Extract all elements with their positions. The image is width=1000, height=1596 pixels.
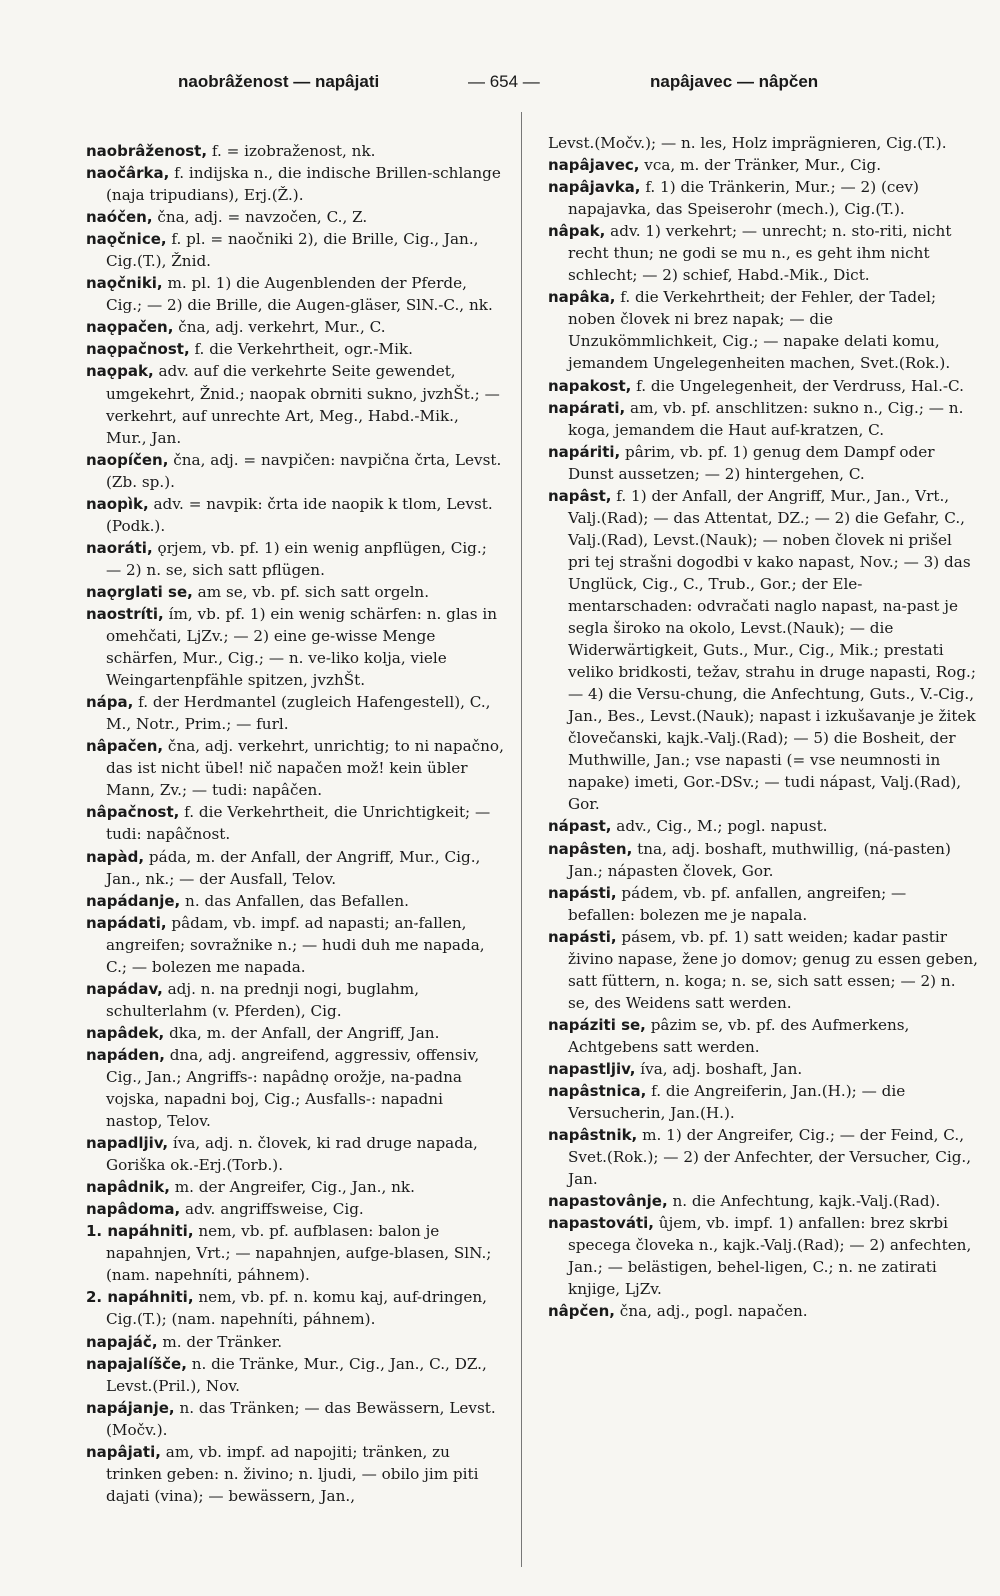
entry-definition: čna, adj. = navpičen: navpična črta, Levst.(Zb. sp.). bbox=[106, 450, 502, 491]
dictionary-entry bbox=[86, 1132, 504, 1176]
entry-headword: napáriti, bbox=[548, 442, 621, 461]
dictionary-entry bbox=[86, 735, 504, 801]
entry-definition: ǫrjem, vb. pf. 1) ein wenig anpflügen, Cig.; — 2) n. se, sich satt pflügen. bbox=[106, 538, 487, 579]
entry-headword: napàd, bbox=[86, 847, 145, 866]
entry-definition: am, vb. pf. anschlitzen: sukno n., Cig.; — n. koga, jemandem die Haut auf-kratzen, C. bbox=[568, 398, 964, 439]
dictionary-entry bbox=[548, 375, 978, 397]
dictionary-entry bbox=[86, 912, 504, 978]
dictionary-entry bbox=[86, 228, 504, 272]
dictionary-entry bbox=[86, 603, 504, 691]
entry-headword: naǫpačen, bbox=[86, 318, 174, 337]
entry-headword: napastováti, bbox=[548, 1214, 654, 1233]
entry-definition: f. pl. = naočniki 2), die Brille, Cig., Jan., Cig.(T.), Žnid. bbox=[106, 230, 479, 271]
dictionary-entry bbox=[86, 1220, 504, 1286]
dictionary-entry bbox=[86, 801, 504, 845]
entry-definition: íva, adj. n. človek, ki rad druge napada, Goriška ok.-Erj.(Torb.). bbox=[106, 1134, 478, 1175]
entry-definition: m. 1) der Angreifer, Cig.; — der Feind, C., Svet.(Rok.); — 2) der Anfechter, der Versucher, Cig., Jan. bbox=[568, 1126, 972, 1189]
entry-definition: ím, vb. pf. 1) ein wenig schärfen: n. glas in omehčati, LjZv.; — 2) eine ge-wisse Menge schärfen, Mur., Cig.; — n. ve-liko kolja, viele Weingartenpfähle spitzen, jvzhŠt. bbox=[106, 604, 498, 690]
entry-definition: adj. n. na prednji nogi, buglahm, schulterlahm (v. Pferden), Cig. bbox=[106, 979, 420, 1020]
entry-definition: f. 1) die Tränkerin, Mur.; — 2) (cev) napajavka, das Speiserohr (mech.), Cig.(T.). bbox=[568, 178, 919, 219]
dictionary-entry bbox=[548, 815, 978, 837]
entry-headword: napâjavka, bbox=[548, 178, 641, 197]
entry-headword: napásti, bbox=[548, 883, 617, 902]
entry-headword: napâjavec, bbox=[548, 156, 640, 175]
entry-definition: nem, vb. pf. aufblasen: balon je napahnjen, Vrt.; — napahnjen, aufge-blasen, SlN.; (nam. napehníti, páhnem). bbox=[106, 1222, 492, 1285]
left-column bbox=[86, 140, 504, 1507]
dictionary-entry bbox=[86, 360, 504, 448]
dictionary-entry bbox=[86, 890, 504, 912]
dictionary-entry bbox=[548, 838, 978, 882]
entry-headword: napastovânje, bbox=[548, 1192, 668, 1211]
dictionary-entry bbox=[86, 1044, 504, 1132]
entry-headword: napâjati, bbox=[86, 1442, 161, 1461]
entry-headword: nápa, bbox=[86, 693, 134, 712]
dictionary-entry bbox=[548, 1300, 978, 1322]
entry-definition: dka, m. der Anfall, der Angriff, Jan. bbox=[164, 1023, 440, 1042]
entry-headword: naǫčnice, bbox=[86, 230, 167, 249]
entry-headword: napâstnica, bbox=[548, 1082, 647, 1101]
entry-definition: f. die Angreiferin, Jan.(H.); — die Versucherin, Jan.(H.). bbox=[568, 1082, 906, 1123]
entry-definition: am se, vb. pf. sich satt orgeln. bbox=[192, 582, 430, 601]
entry-headword: napárati, bbox=[548, 398, 626, 417]
dictionary-entry bbox=[548, 154, 978, 176]
entry-definition: f. die Ungelegenheit, der Verdruss, Hal.-C. bbox=[631, 376, 964, 395]
dictionary-entry bbox=[548, 220, 978, 286]
dictionary-entry bbox=[86, 272, 504, 316]
entry-definition: pârim, vb. pf. 1) genug dem Dampf oder Dunst aussetzen; — 2) hintergehen, C. bbox=[568, 442, 935, 483]
entry-definition: n. die Anfechtung, kajk.-Valj.(Rad). bbox=[667, 1192, 941, 1211]
dictionary-entry bbox=[86, 1397, 504, 1441]
entry-headword: nâpčen, bbox=[548, 1302, 615, 1321]
entry-definition: f. der Herdmantel (zugleich Hafengestell), C., M., Notr., Prim.; — furl. bbox=[106, 693, 491, 734]
entry-headword: napâka, bbox=[548, 288, 616, 307]
entry-definition: pádem, vb. pf. anfallen, angreifen; — befallen: bolezen me je napala. bbox=[568, 883, 907, 924]
dictionary-entry bbox=[548, 441, 978, 485]
entry-definition: f. die Verkehrtheit, die Unrichtigkeit; — tudi: napâčnost. bbox=[106, 803, 491, 844]
dictionary-entry bbox=[86, 1022, 504, 1044]
entry-headword: naóčen, bbox=[86, 208, 153, 227]
dictionary-entry bbox=[86, 1331, 504, 1353]
entry-definition: n. die Tränke, Mur., Cig., Jan., C., DZ., Levst.(Pril.), Nov. bbox=[106, 1354, 487, 1395]
dictionary-entry bbox=[86, 978, 504, 1022]
dictionary-entry bbox=[548, 1124, 978, 1190]
entry-definition: dna, adj. angreifend, aggressiv, offensiv, Cig., Jan.; Angriffs-: napâdnǫ orožje, na-padna vojska, napadni boj, Cig.; Ausfalls-: napadni nastop, Telov. bbox=[106, 1045, 480, 1131]
entry-headword: napâdoma, bbox=[86, 1200, 181, 1219]
entry-definition: nem, vb. pf. n. komu kaj, auf-dringen, Cig.(T.); (nam. napehníti, páhnem). bbox=[106, 1288, 488, 1329]
entry-definition: pâdam, vb. impf. ad napasti; an-fallen, angreifen; sovražnike n.; — hudi duh me napada, C.; — bolezen me napada. bbox=[106, 913, 485, 976]
entry-headword: naǫčniki, bbox=[86, 274, 163, 293]
entry-headword: nâpačen, bbox=[86, 737, 164, 756]
dictionary-entry bbox=[548, 1212, 978, 1300]
entry-headword: napâst, bbox=[548, 486, 612, 505]
dictionary-entry bbox=[86, 449, 504, 493]
entry-headword: naǫpačnost, bbox=[86, 340, 190, 359]
dictionary-entry bbox=[86, 691, 504, 735]
entry-headword: napáziti se, bbox=[548, 1015, 646, 1034]
entry-definition: m. pl. 1) die Augenblenden der Pferde, Cig.; — 2) die Brille, die Augen-gläser, SlN.-C., nk. bbox=[106, 274, 493, 315]
entry-definition: f. die Verkehrtheit, ogr.-Mik. bbox=[189, 340, 413, 359]
entry-headword: napádanje, bbox=[86, 891, 181, 910]
entry-definition: pásem, vb. pf. 1) satt weiden; kadar pastir živino napase, žene jo domov; genug zu essen geben, satt füttern, n. koga; n. se, sich satt essen; — 2) n. se, des Weidens satt werden. bbox=[568, 927, 978, 1012]
dictionary-entry bbox=[548, 882, 978, 926]
page-header bbox=[0, 72, 1000, 102]
dictionary-entry bbox=[86, 1176, 504, 1198]
dictionary-entry bbox=[548, 1014, 978, 1058]
entry-definition: pâzim se, vb. pf. des Aufmerkens, Achtgebens satt werden. bbox=[568, 1015, 910, 1056]
entry-definition: f. 1) der Anfall, der Angriff, Mur., Jan., Vrt., Valj.(Rad); — das Attentat, DZ.; — 2) die Gefahr, C., Valj.(Rad), Levst.(Nauk); — noben človek ni prišel pri tej strašni dogodbi v kako napast, Nov.; — 3) das Unglück, Cig., C., Trub., Gor.; der Ele-mentarschaden: odvračati naglo napast, na-past je segla široko na okolo, Levst.(Nauk); — die Widerwärtigkeit, Guts., Mur., Cig., Mik.; prestati veliko bridkosti, težav, strahu in druge napasti, Rog.; — 4) die Versu-chung, die Anfechtung, Guts., V.-Cig., Jan., Bes., Levst.(Nauk); napast i izkušavanje je žitek človečanski, kajk.-Valj.(Rad); — 5) die Bosheit, der Muthwille, Jan.; vse napasti (= vse neumnosti in napake) imeti, Gor.-DSv.; — tudi nápast, Valj.(Rad), Gor. bbox=[568, 486, 976, 814]
entry-headword: naopíčen, bbox=[86, 450, 169, 469]
entry-definition: adv. = navpik: črta ide naopik k tlom, Levst.(Podk.). bbox=[106, 494, 493, 535]
entry-definition: tna, adj. boshaft, muthwillig, (ná-pasten) Jan.; nápasten človek, Gor. bbox=[568, 839, 951, 880]
entry-headword: napádati, bbox=[86, 913, 167, 932]
dictionary-entry bbox=[86, 338, 504, 360]
dictionary-entry bbox=[548, 1080, 978, 1124]
dictionary-entry bbox=[86, 1286, 504, 1330]
dictionary-entry bbox=[548, 132, 978, 154]
entry-definition: n. das Anfallen, das Befallen. bbox=[180, 891, 409, 910]
entry-headword: naǫpak, bbox=[86, 362, 154, 381]
entry-definition: vca, m. der Tränker, Mur., Cig. bbox=[639, 156, 882, 175]
right-column bbox=[548, 132, 978, 1323]
entry-definition: m. der Angreifer, Cig., Jan., nk. bbox=[169, 1178, 415, 1197]
entry-headword: naostríti, bbox=[86, 604, 164, 623]
entry-definition: Levst.(Močv.); — n. les, Holz imprägnieren, Cig.(T.). bbox=[548, 134, 947, 152]
dictionary-entry bbox=[86, 1198, 504, 1220]
entry-definition: íva, adj. boshaft, Jan. bbox=[635, 1059, 803, 1078]
entry-headword: napajalíšče, bbox=[86, 1354, 187, 1373]
entry-definition: adv. angriffsweise, Cig. bbox=[180, 1200, 364, 1219]
entry-headword: nâpačnost, bbox=[86, 803, 180, 822]
dictionary-entry bbox=[86, 537, 504, 581]
entry-headword: napádav, bbox=[86, 979, 163, 998]
entry-definition: f. = izobraženost, nk. bbox=[207, 142, 376, 160]
dictionary-entry bbox=[86, 140, 504, 162]
entry-headword: 1. napáhniti, bbox=[86, 1222, 194, 1241]
entry-headword: napâstnik, bbox=[548, 1126, 638, 1145]
dictionary-entry bbox=[86, 1353, 504, 1397]
dictionary-entry bbox=[548, 286, 978, 374]
entry-headword: napajáč, bbox=[86, 1332, 158, 1351]
dictionary-entry bbox=[86, 316, 504, 338]
entry-headword: napâsten, bbox=[548, 839, 633, 858]
dictionary-entry bbox=[86, 206, 504, 228]
entry-headword: napáden, bbox=[86, 1045, 165, 1064]
dictionary-entry bbox=[548, 926, 978, 1014]
dictionary-entry bbox=[548, 397, 978, 441]
entry-definition: adv. auf die verkehrte Seite gewendet, umgekehrt, Žnid.; naopak obrniti sukno, jvzhŠt.; — verkehrt, auf unrechte Art, Meg., Habd.-Mik., Mur., Jan. bbox=[106, 362, 500, 447]
dictionary-entry bbox=[86, 581, 504, 603]
entry-definition: ûjem, vb. impf. 1) anfallen: brez skrbi specega človeka n., kajk.-Valj.(Rad); — 2) anfechten, Jan.; — belästigen, behel-ligen, C.; n. ne zatirati knjige, LjZv. bbox=[568, 1214, 972, 1299]
entry-headword: naočârka, bbox=[86, 164, 170, 183]
header-right-guideword: napâjavec — nâpčen bbox=[650, 72, 819, 91]
entry-headword: napakost, bbox=[548, 376, 632, 395]
dictionary-entry bbox=[86, 846, 504, 890]
entry-definition: f. indijska n., die indische Brillen-schlange (naja tripudians), Erj.(Ž.). bbox=[106, 164, 501, 205]
entry-definition: f. die Verkehrtheit; der Fehler, der Tadel; noben človek ni brez napak; — die Unzukömmlichkeit, Cig.; — napake delati komu, jemandem Ungelegenheiten machen, Svet.(Rok.). bbox=[568, 288, 951, 373]
dictionary-entry bbox=[548, 1190, 978, 1212]
entry-definition: m. der Tränker. bbox=[157, 1332, 283, 1351]
entry-headword: napásti, bbox=[548, 927, 617, 946]
entry-definition: čna, adj. verkehrt, Mur., C. bbox=[173, 318, 386, 337]
entry-definition: adv., Cig., M.; pogl. napust. bbox=[611, 817, 828, 836]
entry-definition: páda, m. der Anfall, der Angriff, Mur., Cig., Jan., nk.; — der Ausfall, Telov. bbox=[106, 847, 481, 888]
entry-headword: nápast, bbox=[548, 817, 612, 836]
entry-definition: adv. 1) verkehrt; — unrecht; n. sto-riti, nicht recht thun; ne godi se mu n., es geht ihm nicht schlecht; — 2) schief, Habd.-Mik., Dict. bbox=[568, 222, 952, 285]
column-divider bbox=[521, 112, 522, 1567]
entry-headword: naoráti, bbox=[86, 538, 153, 557]
entry-headword: napadljiv, bbox=[86, 1134, 169, 1153]
header-left-guideword: naobrâženost — napâjati bbox=[178, 72, 380, 91]
dictionary-entry bbox=[548, 485, 978, 816]
dictionary-entry bbox=[86, 493, 504, 537]
entry-headword: napâdek, bbox=[86, 1023, 165, 1042]
entry-headword: naobrâženost, bbox=[86, 142, 208, 160]
entry-headword: nâpak, bbox=[548, 222, 606, 241]
dictionary-entry bbox=[548, 176, 978, 220]
entry-headword: naǫrglati se, bbox=[86, 582, 193, 601]
dictionary-entry bbox=[86, 162, 504, 206]
dictionary-entry bbox=[86, 1441, 504, 1507]
dictionary-entry bbox=[548, 1058, 978, 1080]
entry-definition: čna, adj. = navzočen, C., Z. bbox=[152, 208, 368, 227]
page-number: — 654 — bbox=[468, 72, 540, 91]
entry-headword: napâdnik, bbox=[86, 1178, 170, 1197]
entry-definition: čna, adj. verkehrt, unrichtig; to ni napačno, das ist nicht übel! nič napačen mož! kein übler Mann, Zv.; — tudi: napâčen. bbox=[106, 737, 504, 800]
entry-headword: 2. napáhniti, bbox=[86, 1288, 194, 1307]
entry-definition: čna, adj., pogl. napačen. bbox=[614, 1302, 808, 1321]
entry-headword: napájanje, bbox=[86, 1398, 175, 1417]
entry-headword: naopìk, bbox=[86, 494, 149, 513]
entry-definition: n. das Tränken; — das Bewässern, Levst.(Močv.). bbox=[106, 1398, 496, 1439]
entry-definition: am, vb. impf. ad napojiti; tränken, zu trinken geben: n. živino; n. ljudi, — obilo jim piti dajati (vina); — bewässern, Jan., bbox=[106, 1442, 479, 1505]
entry-headword: napastljiv, bbox=[548, 1059, 636, 1078]
